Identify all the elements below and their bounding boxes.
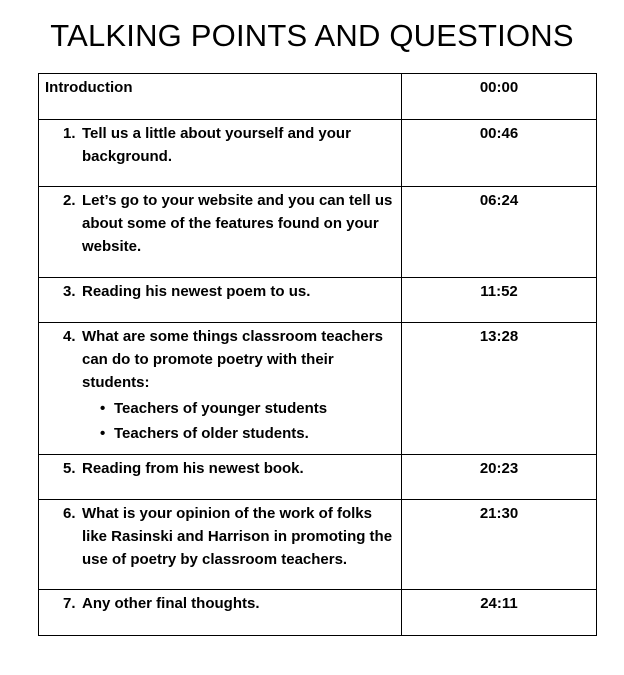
table-row	[39, 590, 597, 636]
table-row	[39, 187, 597, 278]
question-item	[45, 189, 395, 258]
question-time: 13:28	[402, 323, 597, 455]
question-text: Reading his newest poem to us.	[82, 283, 311, 300]
intro-label: Introduction	[39, 74, 402, 120]
question-time: 00:46	[402, 120, 597, 187]
question-time: 24:11	[402, 590, 597, 636]
table-row	[39, 120, 597, 187]
table-row	[39, 323, 597, 455]
question-time: 06:24	[402, 187, 597, 278]
question-text: Any other final thoughts.	[82, 595, 260, 612]
question-time: 11:52	[402, 278, 597, 323]
table-row	[39, 455, 597, 500]
question-item	[45, 592, 395, 615]
question-item	[45, 457, 395, 480]
sub-list	[82, 396, 395, 446]
question-number: 4.	[63, 328, 76, 345]
intro-time: 00:00	[402, 74, 597, 120]
table-row	[39, 500, 597, 590]
question-number: 5.	[63, 460, 76, 477]
question-text: What is your opinion of the work of folks like Rasinski and Harrison in promoting the use of poetry by classroom teachers.	[82, 505, 393, 568]
table-row	[39, 74, 597, 120]
page-title: TALKING POINTS AND QUESTIONS	[50, 18, 574, 53]
question-time: 20:23	[402, 455, 597, 500]
talking-points-table	[38, 73, 597, 636]
question-number: 1.	[63, 125, 76, 142]
question-time: 21:30	[402, 500, 597, 590]
sub-item: • Teachers of older students.	[100, 421, 395, 446]
question-text: What are some things classroom teachers can do to promote poetry with their students:	[82, 328, 383, 391]
question-text: Tell us a little about yourself and your background.	[82, 125, 351, 165]
question-number: 6.	[63, 505, 76, 522]
question-text: Reading from his newest book.	[82, 460, 304, 477]
table-row	[39, 278, 597, 323]
question-number: 2.	[63, 192, 76, 209]
question-number: 7.	[63, 595, 76, 612]
question-item	[45, 325, 395, 446]
sub-item: • Teachers of younger students	[100, 396, 395, 421]
question-item	[45, 122, 395, 168]
question-item	[45, 502, 395, 571]
question-number: 3.	[63, 283, 76, 300]
question-text: Let’s go to your website and you can tell us about some of the features found on your website.	[82, 192, 393, 255]
question-item	[45, 280, 395, 303]
